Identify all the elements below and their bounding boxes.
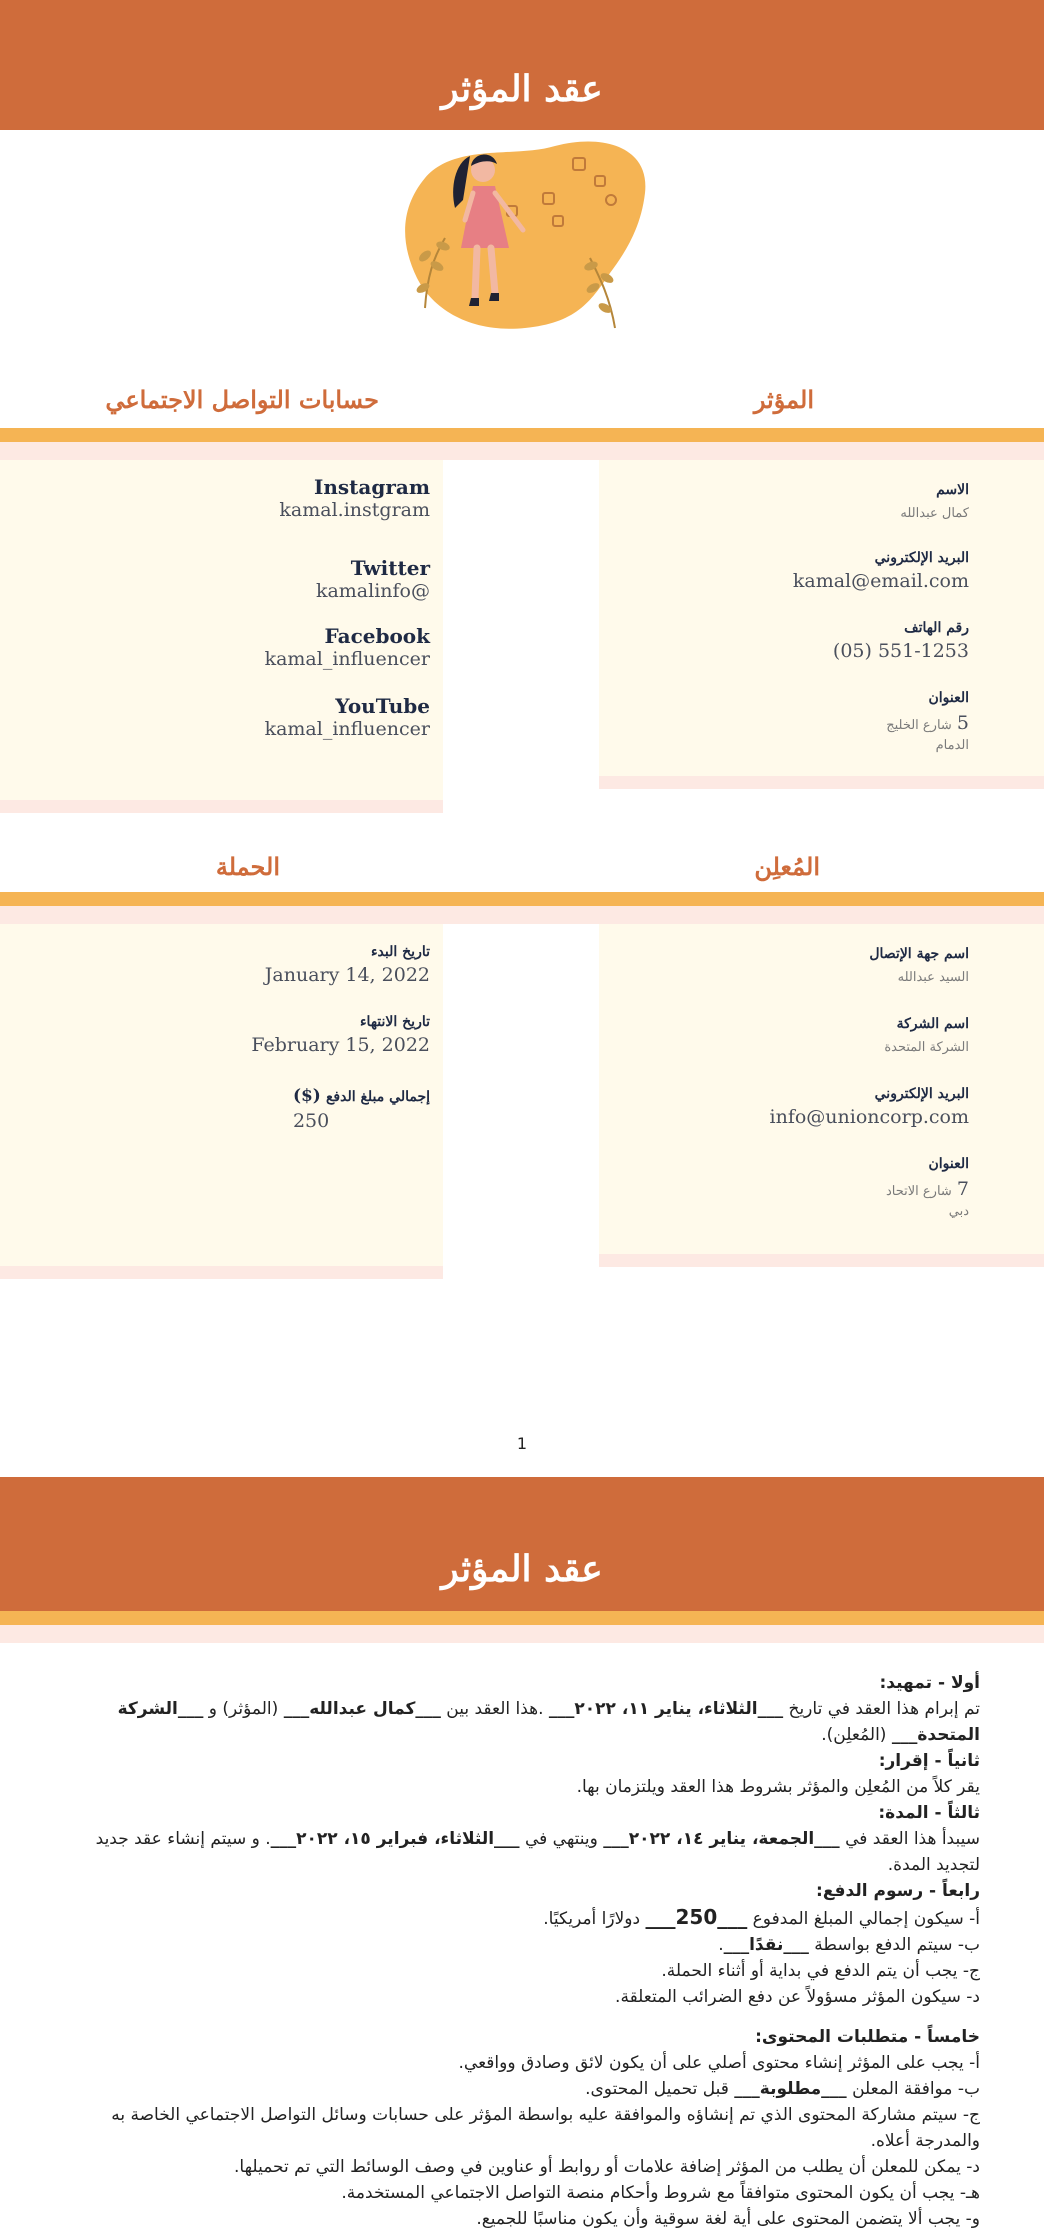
terms-item — [80, 1932, 980, 1958]
payment-amount: ___250___ — [645, 1905, 748, 1929]
text: تم إبرام هذا العقد في تاريخ — [783, 1699, 980, 1719]
page-number: 1 — [516, 1434, 528, 1453]
approval-required: ___مطلوبة___ — [734, 2079, 847, 2099]
field-value: info@unioncorp.com — [769, 1106, 969, 1128]
advertiser-panel-footer — [599, 1254, 1044, 1267]
text: .هذا العقد بين — [440, 1699, 549, 1719]
field-value: الشركة المتحدة — [884, 1040, 969, 1055]
influencer-name: ___كمال عبدالله___ — [283, 1699, 441, 1719]
terms-section-title: أولا - تمهيد: — [879, 1673, 980, 1693]
field-value: February 15, 2022 — [251, 1034, 430, 1056]
terms-item: د- يمكن للمعلن أن يطلب من المؤثر إضافة علامات أو روابط أو عناوين في وصف الوسائط التي تم تحميلها. — [234, 2157, 980, 2177]
text: . و سيتم إنشاء عقد جديد لتجديد المدة. — [95, 1829, 980, 1875]
payment-method: ___نقدًا___ — [723, 1935, 809, 1955]
terms-section-title: خامساً - متطلبات المحتوى: — [755, 2027, 980, 2047]
social-youtube — [265, 694, 430, 740]
field-value: kamal@email.com — [792, 570, 969, 592]
text: دولارًا أمريكيًا. — [543, 1909, 646, 1929]
text: . — [718, 1935, 724, 1955]
woman-dancing-illustration — [395, 138, 655, 348]
address-street: شارع الاتحاد — [886, 1184, 952, 1199]
terms-item: هـ- يجب أن يكون المحتوى متوافقاً مع شروط وأحكام منصة التواصل الاجتماعي المستخدمة. — [341, 2183, 980, 2203]
campaign-section-title: الحملة — [215, 852, 280, 881]
campaign-total-field — [293, 1086, 430, 1132]
text: (المُعلِن). — [821, 1725, 892, 1745]
field-label: تاريخ الانتهاء — [359, 1014, 430, 1030]
campaign-end-field — [251, 1014, 430, 1056]
header-divider-light — [0, 1625, 1044, 1643]
text: أ- سيكون إجمالي المبلغ المدفوع — [747, 1909, 980, 1929]
social-section-title: حسابات التواصل الاجتماعي — [105, 385, 379, 414]
page1-title: عقد المؤثر — [441, 68, 603, 110]
advertiser-address-field — [886, 1156, 969, 1219]
advertiser-section-title: المُعلِن — [754, 852, 820, 881]
field-value: (05) 551-1253 — [832, 640, 969, 662]
terms-paragraph: يقر كلاً من المُعلِن والمؤثر بشروط هذا العقد ويلتزمان بها. — [576, 1777, 980, 1797]
terms-section-title: رابعاً - رسوم الدفع: — [816, 1881, 980, 1901]
social-facebook — [265, 624, 430, 670]
address-number: 7 — [956, 1178, 969, 1200]
advertiser-company-field — [884, 1016, 969, 1055]
influencer-panel — [599, 460, 1044, 776]
terms-item: أ- يجب على المؤثر إنشاء محتوى أصلي على أن يكون لائق وصادق وواقعي. — [458, 2053, 980, 2073]
start-date: ___الجمعة، يناير ١٤، ٢٠٢٢___ — [603, 1829, 840, 1849]
address-street: شارع الخليج — [886, 718, 952, 733]
social-handle: kamalinfo@ — [315, 580, 430, 602]
terms-item: ج- يجب أن يتم الدفع في بداية أو أثناء الحملة. — [661, 1961, 980, 1981]
page2-title: عقد المؤثر — [441, 1548, 603, 1590]
influencer-panel-footer — [599, 776, 1044, 789]
address-city: الدمام — [935, 738, 969, 753]
campaign-start-field — [265, 944, 430, 986]
influencer-address-field — [886, 690, 969, 753]
influencer-phone-field — [833, 620, 969, 662]
section-divider — [0, 892, 1044, 906]
text: وينتهي في — [519, 1829, 604, 1849]
field-value: السيد عبدالله — [897, 970, 969, 985]
social-handle: kamal.instgram — [279, 499, 430, 521]
social-handle: kamal_influencer — [264, 648, 430, 670]
terms-item: د- سيكون المؤثر مسؤولاً عن دفع الضرائب المتعلقة. — [615, 1987, 980, 2007]
company-name: ___الشركة المتحدة___ — [117, 1699, 980, 1745]
social-name: Twitter — [350, 556, 430, 580]
social-panel-footer — [0, 800, 443, 813]
influencer-name-field — [900, 482, 969, 521]
address-city: دبي — [948, 1204, 969, 1219]
field-label: اسم جهة الإتصال — [869, 946, 969, 962]
influencer-section-title: المؤثر — [753, 385, 814, 414]
section-divider-light — [0, 906, 1044, 924]
terms-section-title: ثانياً - إقرار: — [878, 1751, 980, 1771]
campaign-panel-footer — [0, 1266, 443, 1279]
influencer-email-field — [793, 550, 969, 592]
field-label: اسم الشركة — [896, 1016, 969, 1032]
field-label: الاسم — [936, 482, 969, 498]
terms-paragraph — [80, 1696, 980, 1748]
social-name: Facebook — [324, 624, 430, 648]
advertiser-contact-field — [869, 946, 969, 985]
social-twitter — [316, 556, 430, 602]
field-label: العنوان — [928, 1156, 969, 1172]
field-label: البريد الإلكتروني — [874, 550, 969, 566]
field-label: إجمالي مبلغ الدفع — [325, 1089, 430, 1105]
social-name: Instagram — [314, 475, 430, 499]
text: ب- سيتم الدفع بواسطة — [808, 1935, 980, 1955]
social-handle: kamal_influencer — [264, 718, 430, 740]
social-name: YouTube — [335, 694, 430, 718]
field-value: January 14, 2022 — [264, 964, 430, 986]
end-date: ___الثلاثاء، فبراير ١٥، ٢٠٢٢___ — [270, 1829, 520, 1849]
advertiser-email-field — [770, 1086, 969, 1128]
field-value: كمال عبدالله — [900, 506, 969, 521]
address-number: 5 — [956, 712, 969, 734]
field-label: رقم الهاتف — [904, 620, 969, 636]
social-instagram — [279, 475, 430, 521]
field-value: 250 — [292, 1110, 330, 1132]
terms-item — [80, 2076, 980, 2102]
terms-paragraph — [80, 1826, 980, 1878]
page1-header — [0, 0, 1044, 130]
text: قبل تحميل المحتوى. — [585, 2079, 735, 2099]
section-divider — [0, 428, 1044, 442]
text: (المؤثر) و — [203, 1699, 284, 1719]
terms-section-title: ثالثاً - المدة: — [878, 1803, 980, 1823]
currency-unit: ($) — [292, 1086, 321, 1106]
contract-date: ___الثلاثاء، يناير ١١، ٢٠٢٢___ — [548, 1699, 784, 1719]
field-label: تاريخ البدء — [370, 944, 430, 960]
contract-terms — [80, 1670, 980, 2232]
terms-item — [80, 1904, 980, 1932]
header-divider — [0, 1611, 1044, 1625]
terms-item: و- يجب ألا يتضمن المحتوى على أية لغة سوقية وأن يكون مناسبًا للجميع. — [476, 2209, 980, 2229]
text: سيبدأ هذا العقد في — [839, 1829, 980, 1849]
terms-item: ج- سيتم مشاركة المحتوى الذي تم إنشاؤه والموافقة عليه بواسطة المؤثر على حسابات وسائل التواصل الاجتماعي الخاصة به والمدرجة أعلاه. — [111, 2105, 980, 2151]
page2-header — [0, 1477, 1044, 1611]
field-label: البريد الإلكتروني — [874, 1086, 969, 1102]
text: ب- موافقة المعلن — [846, 2079, 980, 2099]
section-divider-light — [0, 442, 1044, 460]
field-label: العنوان — [928, 690, 969, 706]
